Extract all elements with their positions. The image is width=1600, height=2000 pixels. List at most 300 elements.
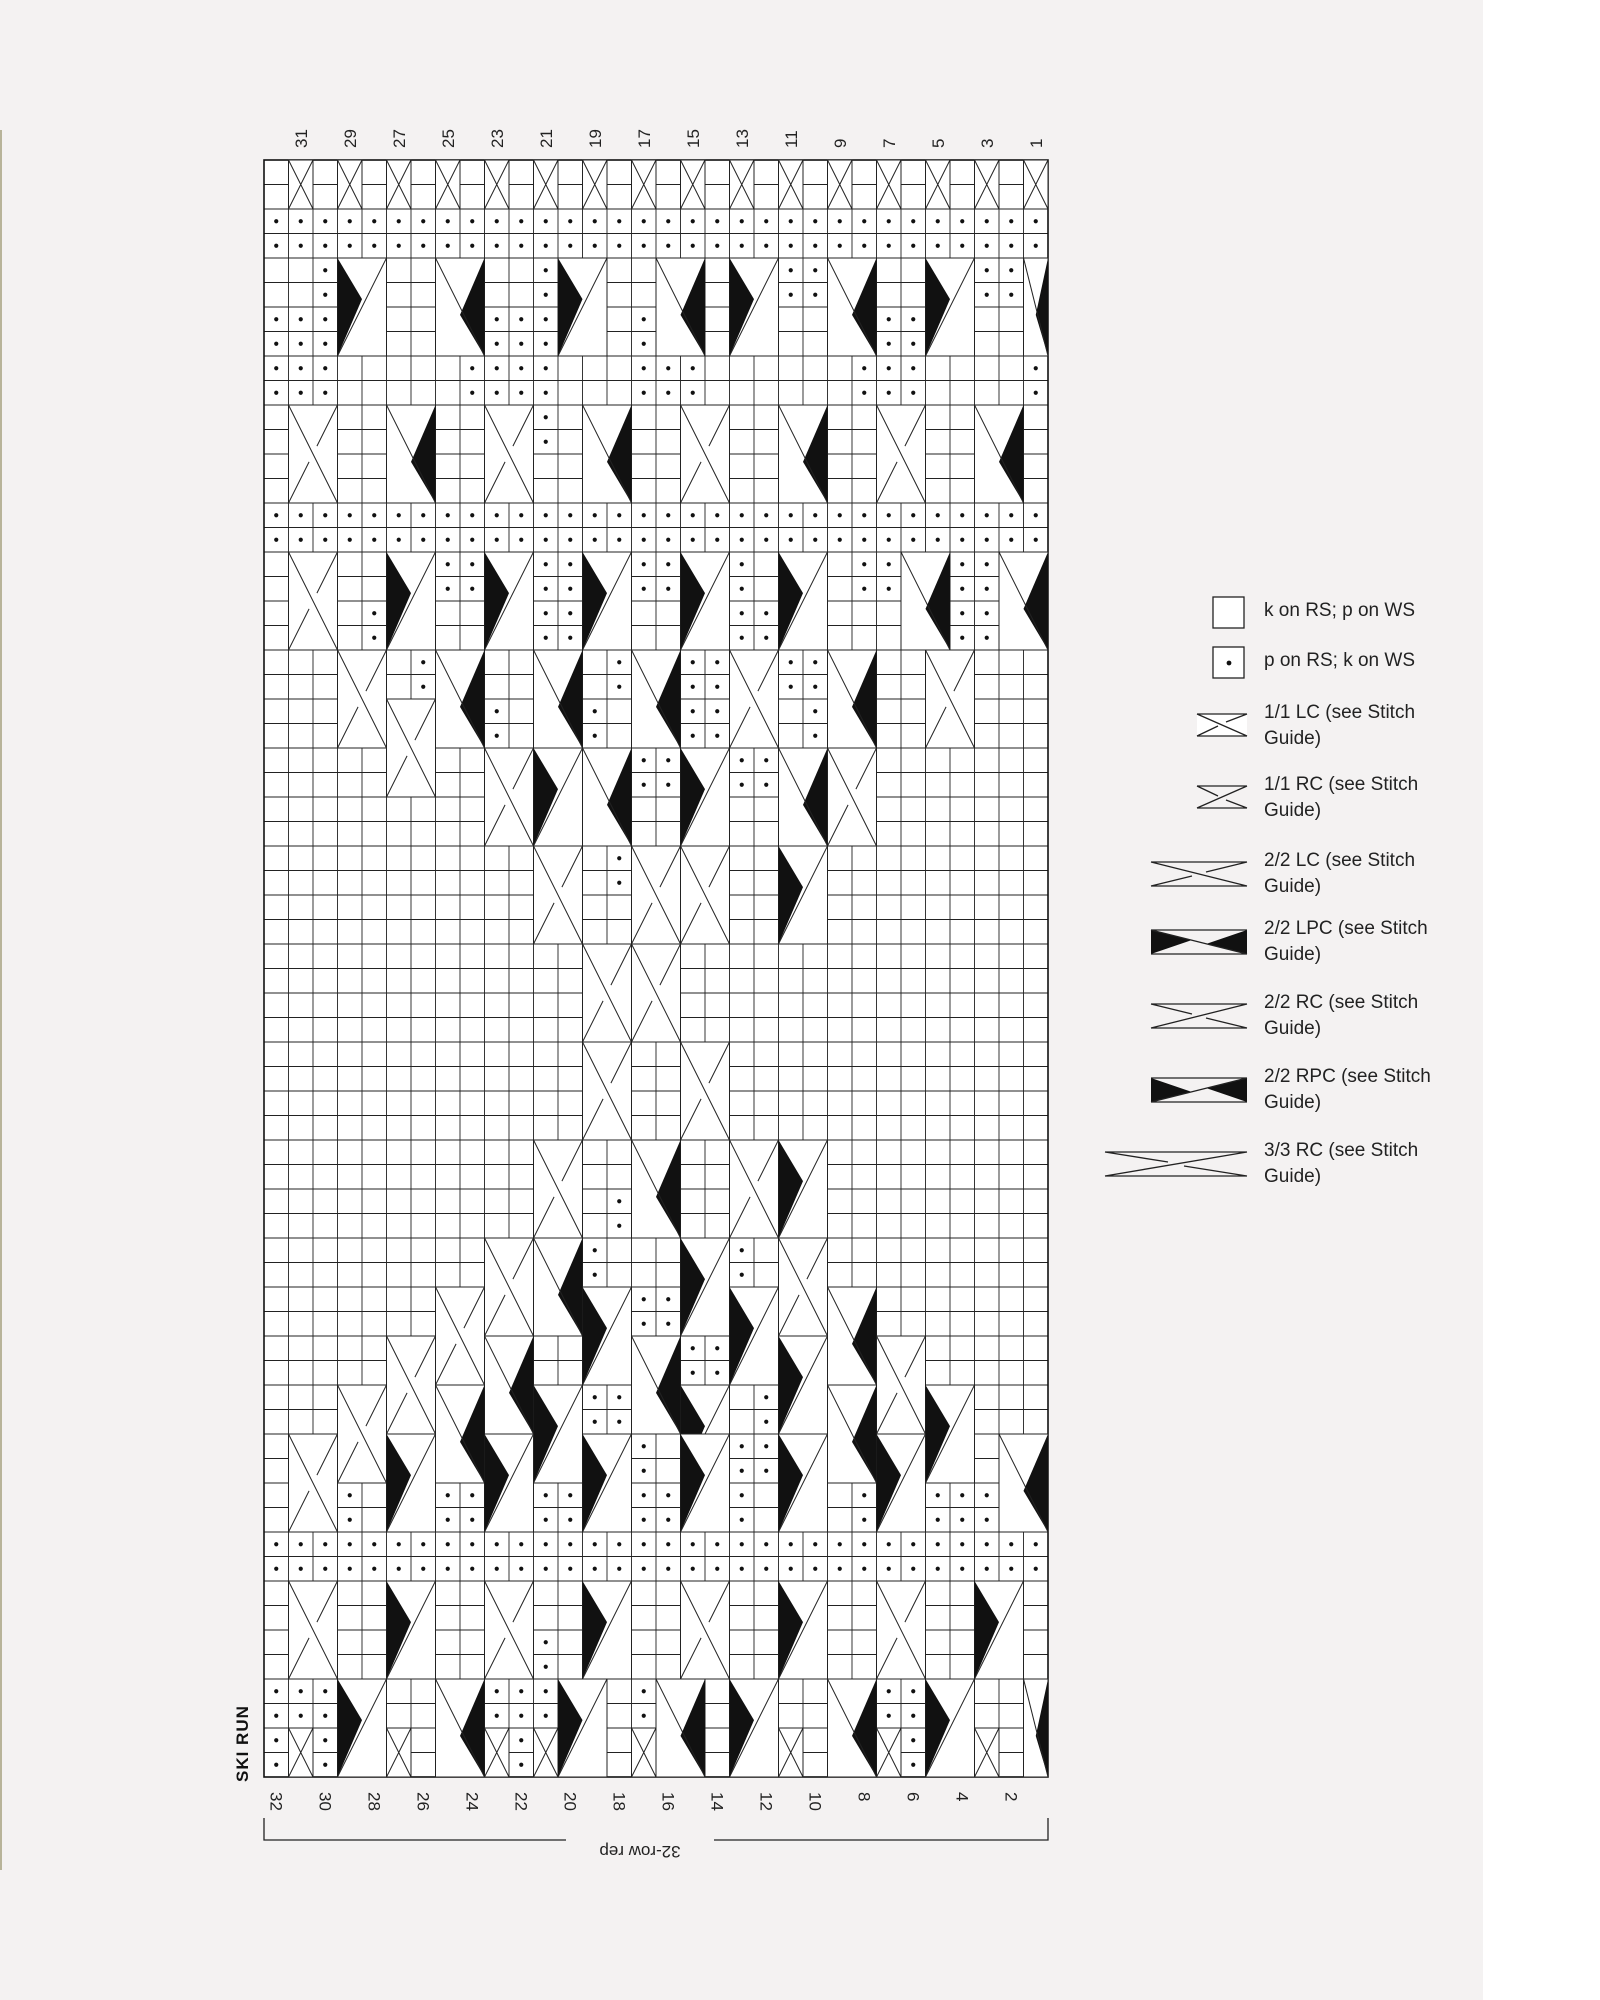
purl-dot (642, 1493, 646, 1497)
purl-dot (985, 611, 989, 615)
purl-dot (470, 244, 474, 248)
purl-dot (1009, 219, 1013, 223)
bottom-column-label: 26 (413, 1792, 433, 1811)
purl-dot (470, 513, 474, 517)
cable-2-2-lc-icon (1150, 860, 1250, 890)
purl-dot (960, 1542, 964, 1546)
purl-dot (887, 513, 891, 517)
purl-dot (495, 1567, 499, 1571)
purl-dot (470, 1518, 474, 1522)
bottom-column-label: 4 (952, 1792, 972, 1802)
purl-dot (495, 391, 499, 395)
purl-dot (838, 244, 842, 248)
purl-dot (715, 709, 719, 713)
purl-dot (862, 513, 866, 517)
purl-dot (642, 1689, 646, 1693)
purl-dot (764, 1444, 768, 1448)
purl-dot (1009, 244, 1013, 248)
legend-item-2-2-lc (1100, 850, 1460, 914)
purl-dot (568, 538, 572, 542)
purl-dot (274, 1689, 278, 1693)
purl-dot (642, 366, 646, 370)
purl-dot (936, 244, 940, 248)
purl-dot (299, 244, 303, 248)
purl-dot (593, 538, 597, 542)
purl-dot (740, 1469, 744, 1473)
purl-dot (985, 268, 989, 272)
purl-dot (470, 1493, 474, 1497)
purl-dot (691, 660, 695, 664)
bottom-column-label: 32 (266, 1792, 286, 1811)
purl-dot (299, 1714, 303, 1718)
purl-dot (544, 268, 548, 272)
purl-dot (446, 1518, 450, 1522)
purl-dot (985, 219, 989, 223)
purl-dot (936, 513, 940, 517)
purl-dot (544, 440, 548, 444)
repeat-label: 32-row rep (599, 1842, 681, 1861)
purl-dot (985, 1567, 989, 1571)
purl-dot (764, 1542, 768, 1546)
legend-text: 3/3 RC (see Stitch Guide) (1264, 1140, 1419, 1187)
purl-dot (838, 1542, 842, 1546)
chart-title: SKI RUN (233, 1705, 252, 1782)
legend-item-3-3-rc (1100, 1140, 1460, 1204)
purl-dot (544, 219, 548, 223)
purl-dot (862, 1567, 866, 1571)
purl-dot (789, 1567, 793, 1571)
purl-dot (1009, 1567, 1013, 1571)
purl-dot (740, 244, 744, 248)
purl-dot (519, 244, 523, 248)
purl-dot (862, 244, 866, 248)
legend-text: 1/1 LC (see Stitch Guide) (1264, 702, 1416, 749)
top-column-label: 15 (683, 129, 703, 148)
purl-dot (544, 562, 548, 566)
purl-dot (495, 366, 499, 370)
purl-dot (936, 1493, 940, 1497)
purl-dot (642, 1469, 646, 1473)
purl-dot (299, 317, 303, 321)
purl-dot (887, 1567, 891, 1571)
purl-dot (887, 317, 891, 321)
purl-dot (887, 1542, 891, 1546)
purl-dot (544, 293, 548, 297)
purl-dot (911, 1714, 915, 1718)
purl-dot (985, 513, 989, 517)
purl-dot (617, 513, 621, 517)
purl-dot (642, 317, 646, 321)
bottom-column-label: 6 (903, 1792, 923, 1802)
purl-dot (862, 1493, 866, 1497)
purl-dot (789, 1542, 793, 1546)
purl-dot (666, 1542, 670, 1546)
purl-dot (348, 538, 352, 542)
purl-dot (421, 660, 425, 664)
purl-dot (372, 538, 376, 542)
purl-dot (519, 1689, 523, 1693)
purl-dot (642, 219, 646, 223)
top-column-labels (292, 129, 1046, 148)
purl-dot (740, 1567, 744, 1571)
purl-dot (299, 1567, 303, 1571)
bottom-column-label: 22 (511, 1792, 531, 1811)
purl-dot (519, 366, 523, 370)
purl-dot (519, 1763, 523, 1767)
purl-dot (323, 1689, 327, 1693)
purl-dot (372, 244, 376, 248)
top-column-label: 11 (781, 130, 801, 148)
purl-dot (372, 636, 376, 640)
legend-item-2-2-rpc (1100, 1066, 1460, 1130)
purl-dot (544, 513, 548, 517)
purl-dot (764, 1420, 768, 1424)
purl-dot (985, 636, 989, 640)
purl-dot (740, 587, 744, 591)
purl-dot (911, 513, 915, 517)
purl-dot (617, 1420, 621, 1424)
purl-dot (544, 1542, 548, 1546)
purl-dot (642, 513, 646, 517)
purl-dot (495, 538, 499, 542)
purl-dot (838, 538, 842, 542)
purl-dot (274, 1567, 278, 1571)
purl-dot (985, 1542, 989, 1546)
purl-dot (323, 1738, 327, 1742)
purl-dot (323, 219, 327, 223)
purl-dot (568, 1518, 572, 1522)
purl-dot (446, 587, 450, 591)
purl-dot (715, 734, 719, 738)
top-column-label: 29 (340, 129, 360, 148)
legend-text: p on RS; k on WS (1264, 650, 1416, 671)
purl-dot (617, 685, 621, 689)
purl-dot (691, 219, 695, 223)
purl-dot (764, 1469, 768, 1473)
purl-dot (495, 317, 499, 321)
purl-dot (740, 1493, 744, 1497)
purl-dot (764, 513, 768, 517)
purl-dot (397, 1567, 401, 1571)
purl-dot (323, 1714, 327, 1718)
purl-dot (642, 1297, 646, 1301)
purl-dot (960, 1493, 964, 1497)
purl-dot (593, 734, 597, 738)
purl-dot (715, 244, 719, 248)
purl-dot (421, 513, 425, 517)
purl-dot (642, 783, 646, 787)
purl-dot (887, 244, 891, 248)
purl-dot (740, 513, 744, 517)
purl-dot (348, 1493, 352, 1497)
purl-dot (960, 562, 964, 566)
purl-dot (519, 538, 523, 542)
purl-dot (544, 1665, 548, 1669)
purl-dot (544, 587, 548, 591)
knit-square-icon (1212, 596, 1246, 630)
purl-dot (348, 513, 352, 517)
purl-dot (470, 391, 474, 395)
purl-dot (666, 244, 670, 248)
purl-dot (887, 1714, 891, 1718)
purl-dot (642, 244, 646, 248)
purl-dot (642, 1567, 646, 1571)
purl-dot (960, 1567, 964, 1571)
top-column-label: 23 (487, 129, 507, 148)
purl-dot (519, 1542, 523, 1546)
purl-dot (666, 1493, 670, 1497)
purl-dot (887, 1689, 891, 1693)
purl-dot (764, 783, 768, 787)
purl-dot (617, 856, 621, 860)
purl-dot (985, 293, 989, 297)
purl-dot (960, 587, 964, 591)
purl-dot (764, 1395, 768, 1399)
purl-dot (789, 538, 793, 542)
purl-dot (568, 244, 572, 248)
purl-dot (740, 1273, 744, 1277)
purl-dot (911, 342, 915, 346)
purl-dot (813, 709, 817, 713)
bottom-column-label: 8 (854, 1792, 874, 1802)
purl-dot (617, 660, 621, 664)
purl-dot (642, 587, 646, 591)
purl-dot (348, 1542, 352, 1546)
legend-text: 2/2 RC (see Stitch Guide) (1264, 992, 1419, 1039)
purl-dot (862, 391, 866, 395)
purl-dot (642, 538, 646, 542)
bottom-column-label: 16 (658, 1792, 678, 1811)
purl-dot (1009, 513, 1013, 517)
purl-dot (519, 1714, 523, 1718)
purl-dot (274, 1738, 278, 1742)
purl-dot (740, 562, 744, 566)
purl-dot (911, 1738, 915, 1742)
purl-dot (372, 219, 376, 223)
purl-dot (715, 1371, 719, 1375)
purl-dot (666, 1297, 670, 1301)
purl-dot (887, 342, 891, 346)
purl-dot (323, 538, 327, 542)
purl-dot (740, 1518, 744, 1522)
purl-dot (274, 1714, 278, 1718)
purl-dot (446, 1542, 450, 1546)
purl-dot (617, 1199, 621, 1203)
purl-dot (911, 1763, 915, 1767)
purl-dot (838, 513, 842, 517)
purl-dot (617, 1395, 621, 1399)
purl-dot (495, 342, 499, 346)
purl-dot (544, 244, 548, 248)
purl-dot (593, 1567, 597, 1571)
purl-dot (274, 1763, 278, 1767)
top-column-label: 1 (1026, 138, 1046, 148)
purl-dot (617, 1567, 621, 1571)
purl-dot (691, 685, 695, 689)
purl-dot (299, 342, 303, 346)
cable-2-2-rc-icon (1150, 1002, 1250, 1032)
purl-dot (299, 1689, 303, 1693)
purl-dot (544, 1567, 548, 1571)
cable-1-1-lc-icon (1196, 712, 1250, 742)
purl-dot (666, 783, 670, 787)
purl-dot (323, 293, 327, 297)
purl-dot (593, 1273, 597, 1277)
purl-dot (666, 219, 670, 223)
purl-dot (813, 538, 817, 542)
purl-dot (691, 391, 695, 395)
purl-dot (568, 636, 572, 640)
purl-dot (544, 415, 548, 419)
purl-dot (323, 342, 327, 346)
purl-dot (740, 219, 744, 223)
purl-dot (862, 1542, 866, 1546)
purl-dot (617, 1224, 621, 1228)
purl-dot (299, 513, 303, 517)
purl-dot (813, 660, 817, 664)
purl-dot (862, 219, 866, 223)
cable-2-2-lpc-icon (1150, 928, 1250, 958)
legend-item-1-1-lc (1100, 702, 1460, 768)
top-column-label: 25 (438, 129, 458, 148)
top-column-label: 9 (830, 138, 850, 148)
purl-dot (544, 1640, 548, 1644)
top-column-label: 13 (732, 129, 752, 148)
purl-dot (299, 1542, 303, 1546)
purl-dot (544, 1493, 548, 1497)
purl-dot (715, 1542, 719, 1546)
purl-dot (911, 219, 915, 223)
bottom-column-label: 10 (805, 1792, 825, 1811)
cable-2-2-rpc-icon (1150, 1076, 1250, 1106)
purl-dot (617, 1542, 621, 1546)
purl-dot (519, 317, 523, 321)
purl-dot (323, 1763, 327, 1767)
purl-dot (446, 513, 450, 517)
purl-dot (887, 562, 891, 566)
purl-dot (299, 391, 303, 395)
purl-dot (936, 219, 940, 223)
purl-dot (1034, 1567, 1038, 1571)
purl-dot (764, 611, 768, 615)
purl-dot (372, 513, 376, 517)
top-column-label: 31 (291, 129, 311, 148)
purl-dot (372, 1542, 376, 1546)
purl-dot (715, 538, 719, 542)
purl-dot (764, 636, 768, 640)
purl-dot (691, 1371, 695, 1375)
purl-dot (348, 1518, 352, 1522)
purl-dot (911, 244, 915, 248)
purl-dot (1034, 244, 1038, 248)
purl-dot (666, 513, 670, 517)
purl-dot (568, 611, 572, 615)
purl-dot (642, 391, 646, 395)
purl-dot (519, 219, 523, 223)
purl-dot (323, 513, 327, 517)
purl-dot (740, 1248, 744, 1252)
purl-dot (446, 1567, 450, 1571)
purl-dot (960, 219, 964, 223)
purl-dot (421, 538, 425, 542)
purl-dot (813, 685, 817, 689)
purl-dot (911, 1567, 915, 1571)
purl-dot (862, 1518, 866, 1522)
legend-text: 2/2 LPC (see Stitch Guide) (1264, 918, 1428, 965)
purl-dot (470, 562, 474, 566)
purl-dot (642, 1542, 646, 1546)
purl-dot (936, 1542, 940, 1546)
purl-dot (446, 538, 450, 542)
purl-dot (960, 636, 964, 640)
purl-dot (887, 587, 891, 591)
purl-dot (274, 317, 278, 321)
purl-dot (397, 1542, 401, 1546)
bottom-column-label: 18 (609, 1792, 629, 1811)
top-column-label: 21 (536, 129, 556, 148)
legend-item-2-2-lpc (1100, 918, 1460, 982)
purl-dot (421, 685, 425, 689)
purl-dot (568, 1567, 572, 1571)
purl-dot (470, 587, 474, 591)
purl-dot (691, 709, 695, 713)
purl-dot (691, 538, 695, 542)
cable-3-3-rc-icon (1104, 1150, 1250, 1180)
purl-dot (715, 1567, 719, 1571)
purl-dot (740, 636, 744, 640)
purl-dot (911, 538, 915, 542)
purl-dot (666, 391, 670, 395)
purl-dot (568, 513, 572, 517)
purl-dot (593, 1542, 597, 1546)
purl-dot (985, 562, 989, 566)
purl-dot (887, 366, 891, 370)
purl-dot (715, 660, 719, 664)
purl-dot (470, 219, 474, 223)
purl-dot (544, 391, 548, 395)
bottom-column-label: 12 (756, 1792, 776, 1811)
purl-dot (764, 1567, 768, 1571)
purl-dot (274, 391, 278, 395)
purl-dot (666, 366, 670, 370)
purl-dot (470, 1542, 474, 1546)
purl-dot (593, 709, 597, 713)
purl-dot (813, 1542, 817, 1546)
purl-dot (274, 244, 278, 248)
purl-dot (862, 587, 866, 591)
purl-dot (838, 1567, 842, 1571)
purl-dot (544, 1689, 548, 1693)
purl-dot (666, 758, 670, 762)
purl-dot (421, 244, 425, 248)
purl-dot (911, 317, 915, 321)
purl-dot (715, 513, 719, 517)
purl-dot (1034, 1542, 1038, 1546)
purl-dot (936, 1518, 940, 1522)
top-column-label: 27 (389, 129, 409, 148)
purl-dot (936, 538, 940, 542)
purl-dot (299, 366, 303, 370)
top-column-label: 5 (928, 138, 948, 148)
purl-dot (789, 513, 793, 517)
legend-item-purl (1100, 640, 1460, 700)
purl-dot (544, 317, 548, 321)
purl-dot (495, 219, 499, 223)
purl-dot (715, 219, 719, 223)
purl-dot (789, 293, 793, 297)
purl-dot (936, 1567, 940, 1571)
purl-dot (789, 685, 793, 689)
